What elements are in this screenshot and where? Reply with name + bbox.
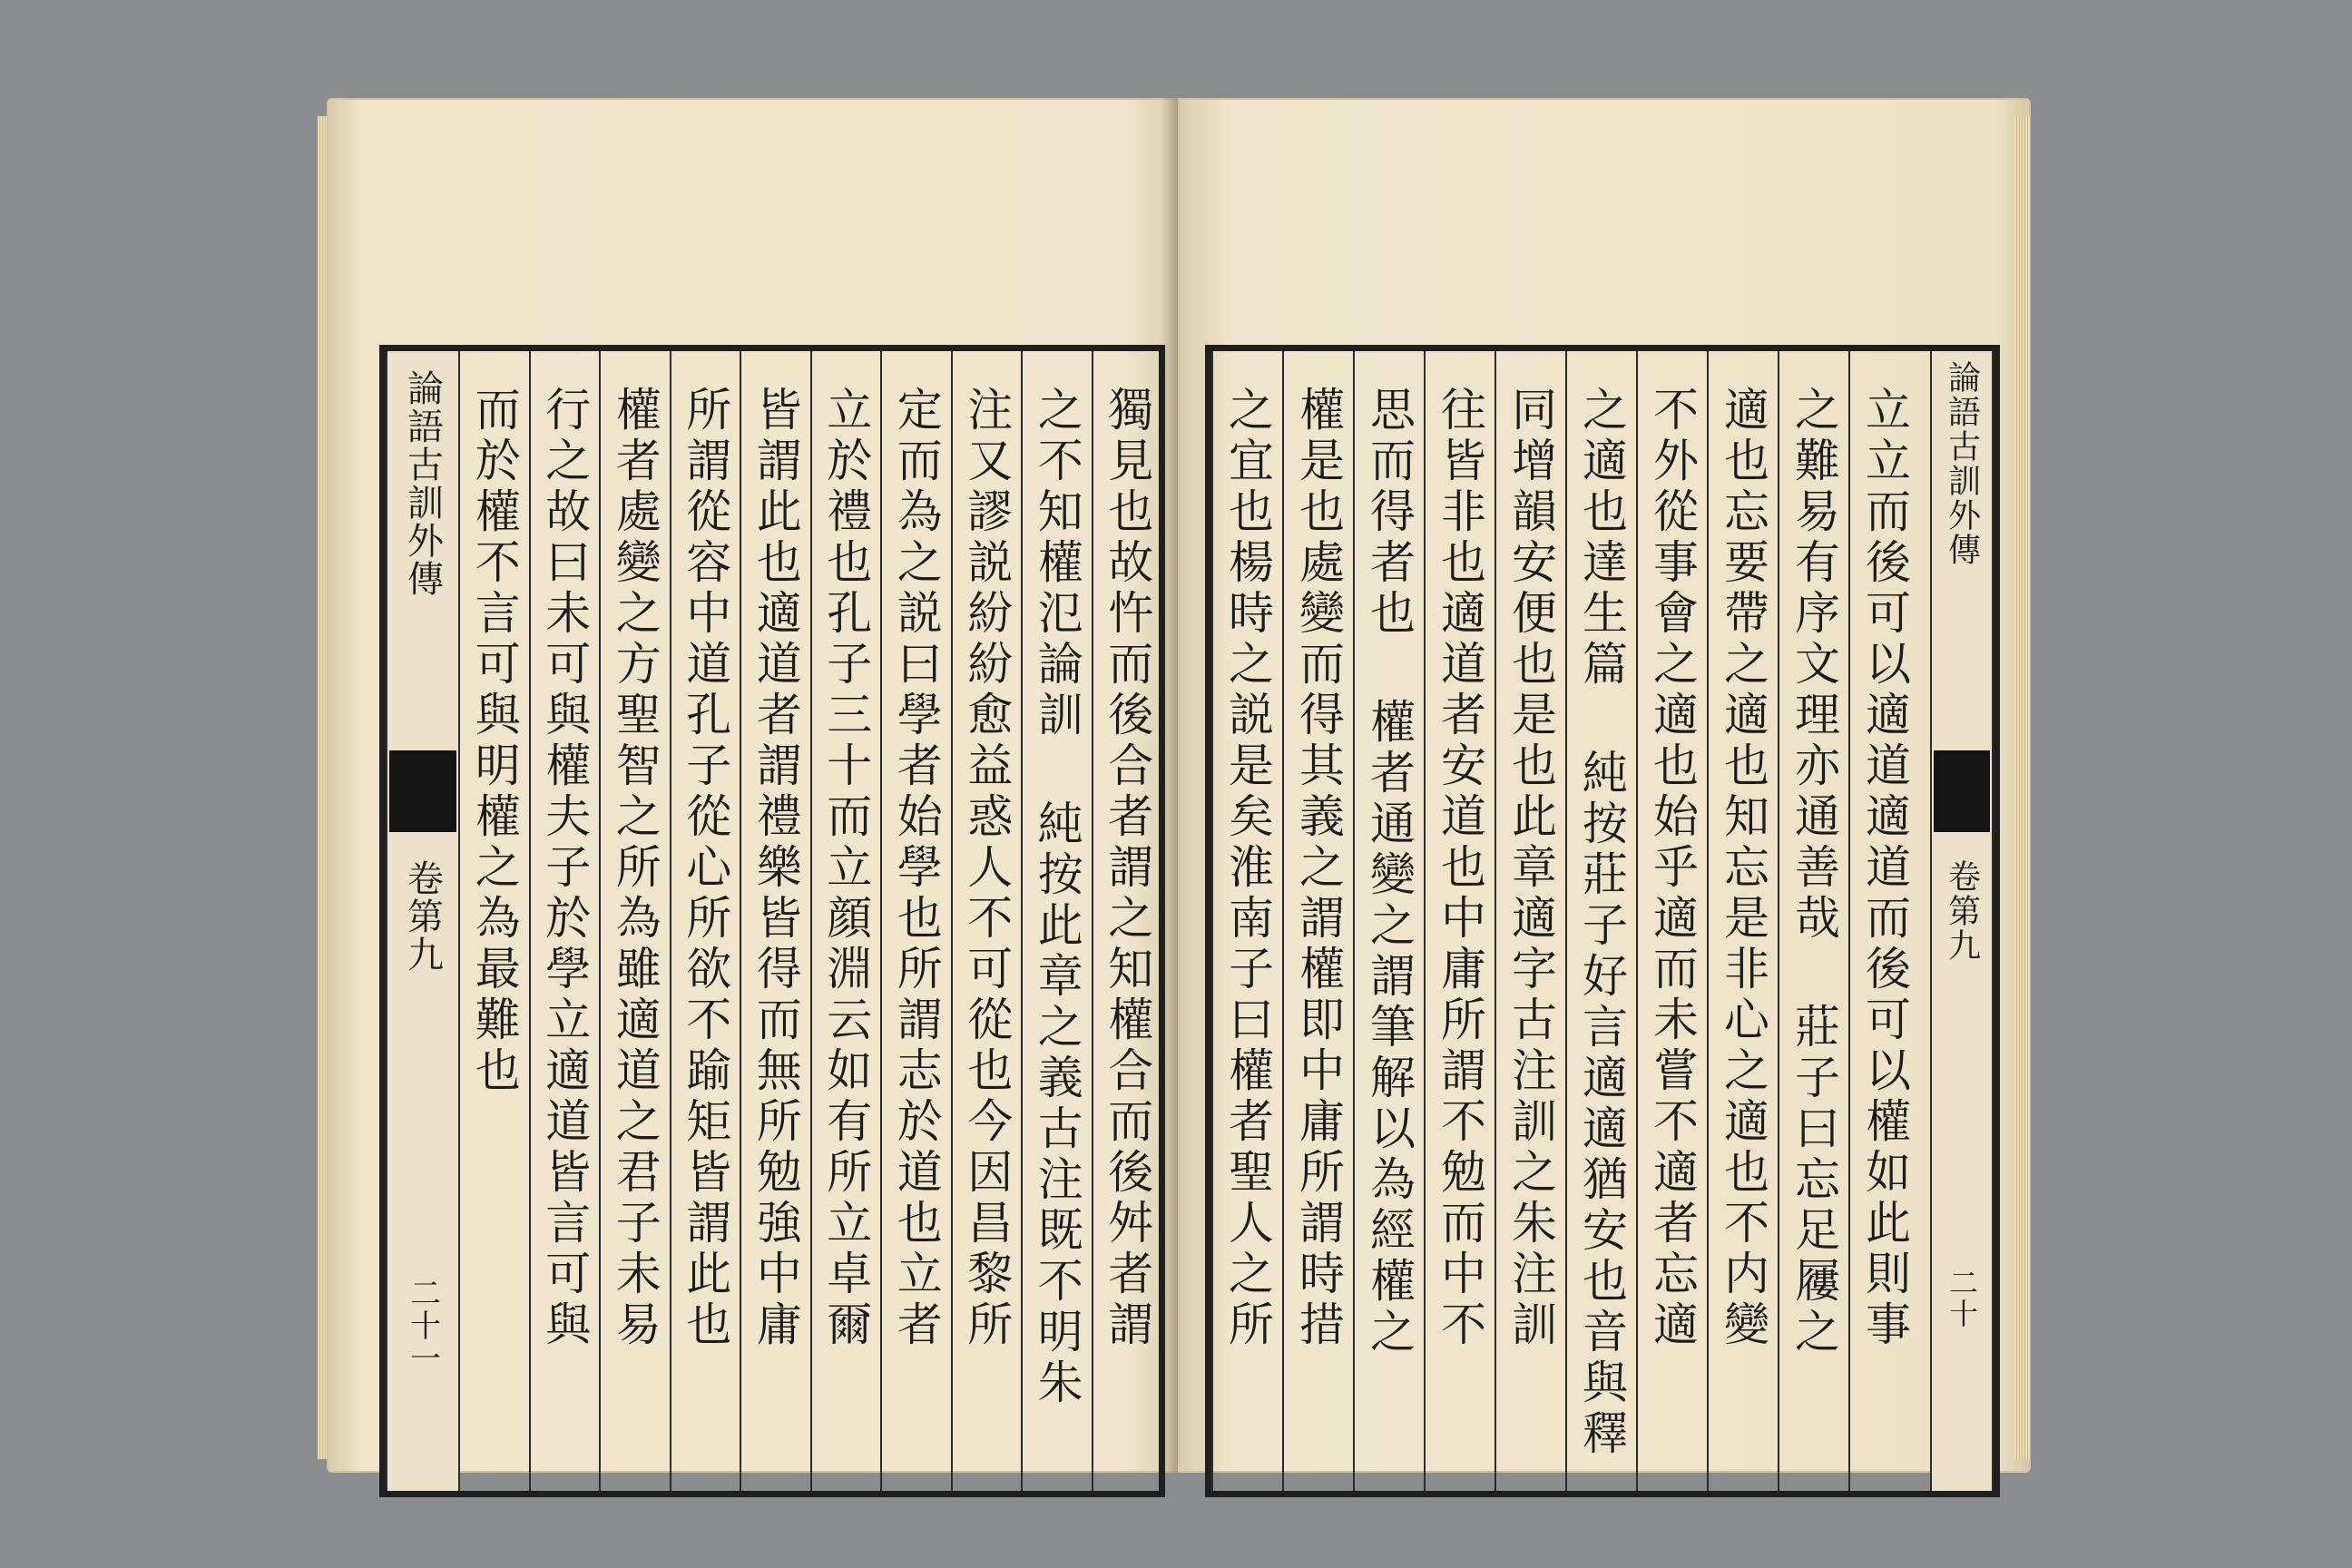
left-text-frame — [379, 345, 1165, 1497]
right-column-text: 思而得者也 權者通變之謂筆解以為經權之 — [1363, 386, 1416, 1358]
right-text-column — [1353, 351, 1424, 1491]
left-text-column — [810, 351, 881, 1491]
left-column-text: 獨見也故忤而後合者謂之知權合而後舛者謂 — [1101, 386, 1154, 1351]
left-column-text: 立於禮也孔子三十而立顔淵云如有所立卓爾 — [819, 386, 873, 1351]
right-text-column — [1707, 351, 1778, 1491]
left-heart-title: 論語古訓外傳 — [401, 369, 444, 598]
right-text-column — [1848, 351, 1919, 1491]
left-column-text: 而於權不言可與明權之為最難也 — [467, 386, 521, 1097]
right-text-column — [1565, 351, 1636, 1491]
right-text-column — [1211, 351, 1282, 1491]
left-text-column — [529, 351, 600, 1491]
right-text-column — [1282, 351, 1353, 1491]
left-page-heart — [386, 351, 460, 1491]
right-leaf-number: 二十 — [1945, 1268, 1979, 1329]
left-text-column — [740, 351, 810, 1491]
left-column-text: 皆謂此也適道者謂禮樂皆得而無所勉強中庸 — [749, 386, 802, 1351]
left-text-column — [1092, 351, 1162, 1491]
left-text-column — [670, 351, 740, 1491]
right-text-column — [1778, 351, 1848, 1491]
left-column-text: 注又謬説紛紛愈益惑人不可從也今因昌黎所 — [960, 386, 1014, 1351]
right-column-text: 權是也處變而得其義之謂權即中庸所謂時措 — [1292, 386, 1345, 1351]
right-text-column — [1636, 351, 1707, 1491]
right-column-text: 之難易有序文理亦通善哉 莊子曰忘足屨之 — [1788, 386, 1840, 1358]
right-text-column — [1424, 351, 1494, 1491]
left-column-text: 之不知權氾論訓 純按此章之義古注既不明朱 — [1030, 386, 1083, 1409]
right-column-text: 往皆非也適道者安道也中庸所謂不勉而中不 — [1434, 386, 1486, 1351]
right-column-text: 之適也達生篇 純按莊子好言適適猶安也音與釋 — [1575, 386, 1628, 1460]
left-column-text: 行之故曰未可與權夫子於學立適道皆言可與 — [538, 386, 592, 1351]
left-volume-label: 卷第九 — [401, 859, 444, 974]
right-text-column — [1494, 351, 1565, 1491]
left-text-column — [458, 351, 529, 1491]
page-edges-right — [2014, 116, 2031, 1459]
right-page-heart — [1930, 351, 1994, 1491]
left-text-column — [599, 351, 670, 1491]
left-page — [327, 98, 1180, 1473]
right-column-text: 同增韻安便也是也此章適字古注訓之朱注訓 — [1504, 386, 1557, 1351]
left-text-column — [951, 351, 1022, 1491]
right-column-text: 之宜也楊時之説是矣淮南子曰權者聖人之所 — [1221, 386, 1274, 1351]
right-fish-tail-mark — [1934, 750, 1990, 832]
left-text-column — [880, 351, 951, 1491]
left-leaf-number: 二十一 — [404, 1277, 441, 1375]
right-volume-label: 卷第九 — [1943, 859, 1981, 963]
open-book — [318, 98, 2031, 1473]
right-page — [1178, 98, 2031, 1473]
right-column-text: 立立而後可以適道適道而後可以權如此則事 — [1858, 386, 1911, 1351]
left-column-text: 權者處變之方聖智之所為雖適道之君子未易 — [608, 386, 662, 1351]
left-column-text: 所謂從容中道孔子從心所欲不踰矩皆謂此也 — [679, 386, 732, 1351]
left-column-text: 定而為之説曰學者始學也所謂志於道也立者 — [889, 386, 943, 1351]
left-fish-tail-mark — [389, 750, 456, 832]
right-heart-title: 論語古訓外傳 — [1943, 360, 1981, 567]
right-text-frame — [1205, 345, 2000, 1497]
left-text-column — [1021, 351, 1092, 1491]
right-column-text: 不外從事會之適也始乎適而未嘗不適者忘適 — [1646, 386, 1699, 1351]
right-column-text: 適也忘要帶之適也知忘是非心之適也不内變 — [1717, 386, 1769, 1351]
